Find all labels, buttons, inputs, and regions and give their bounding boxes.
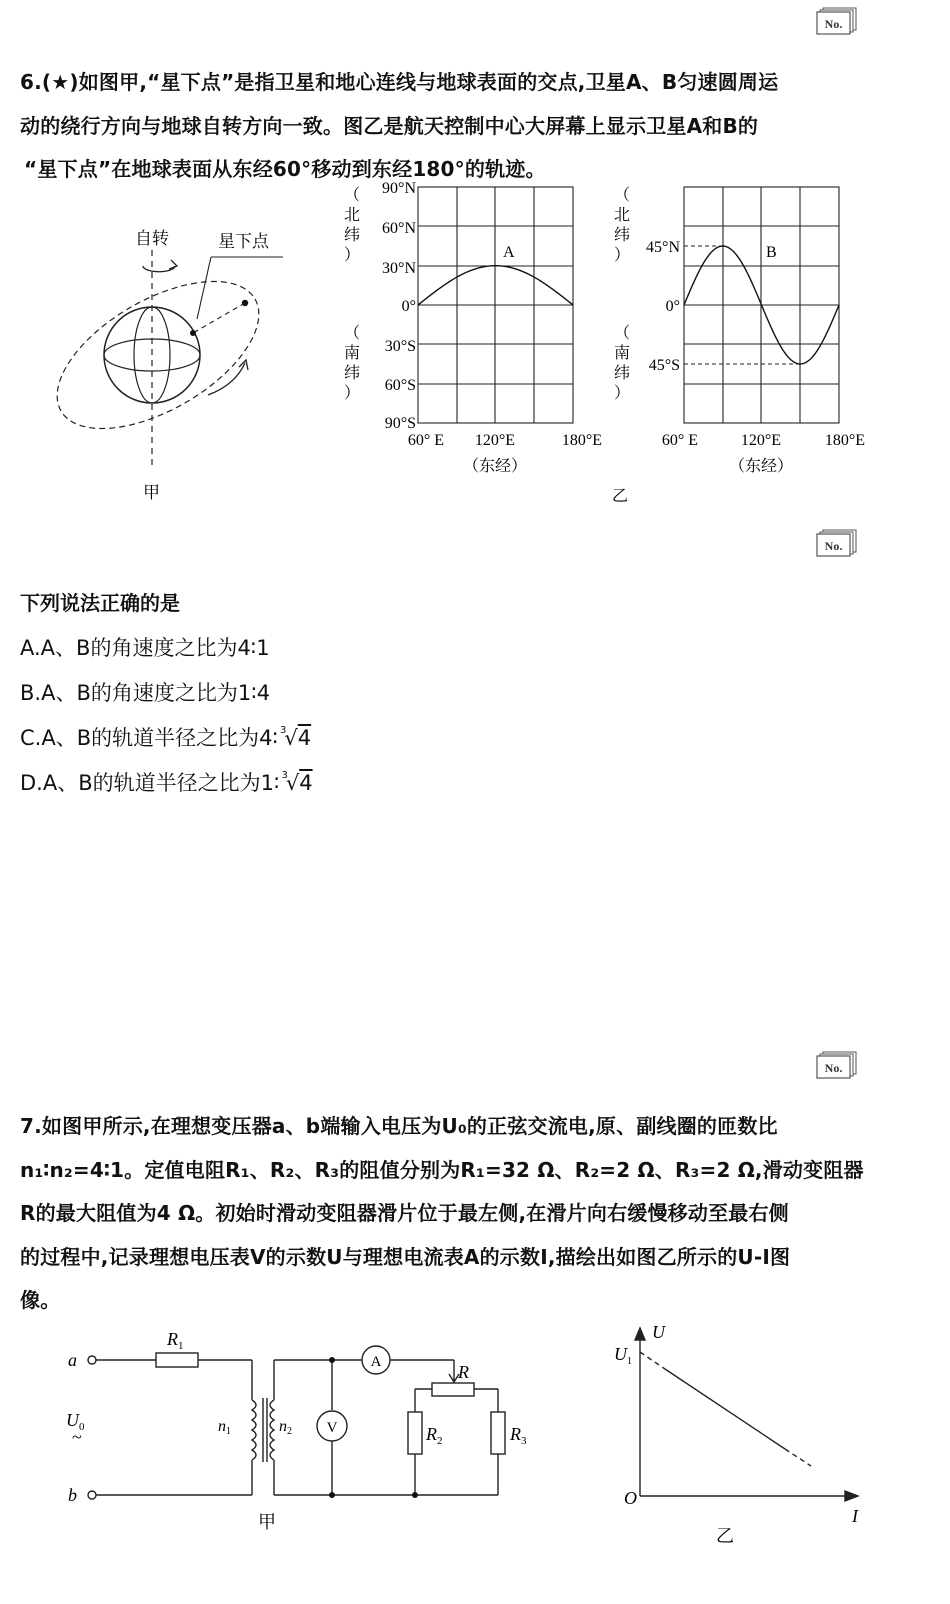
svg-text:a: a	[68, 1350, 77, 1370]
svg-text:（: （	[613, 325, 631, 342]
svg-text:U0: $U_0$	[66, 1410, 85, 1433]
chart-b-xtick: 120°E	[740, 432, 782, 449]
svg-text:n2: n2	[279, 1418, 292, 1437]
svg-text:乙: 乙	[716, 1526, 734, 1547]
svg-text:纬: 纬	[343, 227, 361, 244]
svg-text:）: ）	[343, 247, 361, 264]
chart-b-ground-track	[600, 180, 890, 510]
chart-a-ytick: 90°S	[384, 415, 416, 432]
svg-text:I: I	[852, 1506, 858, 1526]
orbit-direction-arrow-icon	[208, 363, 245, 395]
svg-text:）: ）	[613, 385, 631, 402]
chart-a-ytick: 60°N	[382, 220, 416, 237]
q6-stem-line-1: 6.(★)如图甲,“星下点”是指卫星和地心连线与地球表面的交点,卫星A、B匀速圆周运	[20, 70, 779, 94]
no-badge-icon	[815, 6, 859, 36]
option-letter: D.	[20, 771, 43, 795]
resistor-r2-icon	[408, 1412, 422, 1454]
rheostat-r-icon	[432, 1383, 474, 1396]
figure-yi-ui-graph	[610, 1318, 880, 1558]
chart-a-xtick: 60° E	[407, 432, 445, 449]
option-text: A、B的角速度之比为4∶1	[40, 636, 270, 660]
svg-text:）: ）	[613, 247, 631, 264]
q7-stem-line-5: 像。	[20, 1288, 61, 1312]
option-letter: B.	[20, 681, 42, 705]
figure-yi-caption: 乙	[611, 486, 629, 505]
q6-stem-line-3: “星下点”在地球表面从东经60°移动到东经180°的轨迹。	[24, 157, 546, 181]
svg-text:R1: $R_1$	[167, 1329, 184, 1352]
option-text: A、B的轨道半径之比为1∶	[42, 771, 280, 795]
svg-text:纬: 纬	[613, 227, 631, 244]
svg-text:星下点: 星下点	[218, 232, 269, 252]
option-letter: A.	[20, 636, 41, 660]
option-b[interactable]	[20, 677, 270, 707]
svg-text:R2: $R_2$	[426, 1424, 443, 1447]
svg-text:北: 北	[343, 207, 361, 224]
svg-text:（: （	[613, 187, 631, 204]
chart-a-xlabel: （东经）	[462, 456, 528, 475]
resistor-r1-icon	[156, 1353, 198, 1367]
primary-coil-icon	[252, 1400, 256, 1460]
chart-a-curve-label: A	[503, 244, 515, 261]
chart-b-curve-label: B	[766, 244, 777, 261]
sub-satellite-point-icon	[190, 330, 196, 336]
svg-text:R3: $R_3$	[510, 1424, 527, 1447]
figure-jia-circuit	[60, 1320, 527, 1540]
svg-text:No.: No.	[824, 17, 843, 31]
svg-text:n1: n1	[218, 1418, 231, 1437]
chart-a-ytick: 30°N	[382, 260, 416, 277]
svg-text:纬: 纬	[613, 365, 631, 382]
secondary-coil-icon	[270, 1400, 274, 1460]
q6-stem-line-2: 动的绕行方向与地球自转方向一致。图乙是航天控制中心大屏幕上显示卫星A和B的	[20, 114, 759, 138]
svg-text:~: ~	[72, 1427, 82, 1447]
figure-jia-earth-orbit	[40, 215, 300, 515]
no-badge-icon	[815, 1050, 859, 1080]
chart-a-xtick: 120°E	[474, 432, 516, 449]
svg-text:U: U	[652, 1322, 665, 1342]
cube-root: $^3$√4	[279, 725, 312, 750]
chart-a-ytick: 0°	[401, 298, 416, 315]
svg-text:南: 南	[613, 345, 631, 362]
q6-prompt: 下列说法正确的是	[20, 591, 180, 615]
q7-stem-line-3: R的最大阻值为4 Ω。初始时滑动变阻器滑片位于最左侧,在滑片向右缓慢移动至最右侧	[20, 1201, 789, 1225]
q7-stem-line-1: 7.如图甲所示,在理想变压器a、b端输入电压为U₀的正弦交流电,原、副线圈的匝数比	[20, 1114, 778, 1138]
chart-b-ytick: 45°N	[646, 239, 680, 256]
svg-text:V: V	[326, 1420, 338, 1436]
chart-b-ytick: 0°	[665, 298, 680, 315]
option-text: A、B的角速度之比为1∶4	[41, 681, 271, 705]
svg-text:）: ）	[343, 385, 361, 402]
chart-b-ytick: 45°S	[648, 357, 680, 374]
option-a[interactable]	[20, 632, 270, 662]
svg-text:自转: 自转	[135, 229, 169, 249]
svg-text:甲: 甲	[143, 483, 160, 503]
option-c[interactable]	[20, 722, 311, 752]
q7-stem-line-2: n₁∶n₂=4∶1。定值电阻R₁、R₂、R₃的阻值分别为R₁=32 Ω、R₂=2 Ω、R₃=2 Ω,滑动变阻器	[20, 1158, 864, 1182]
no-badge-icon	[815, 528, 859, 558]
chart-b-xlabel: （东经）	[728, 456, 794, 475]
svg-text:A: A	[370, 1354, 382, 1370]
chart-a-ground-track	[330, 180, 620, 480]
svg-text:北: 北	[613, 207, 631, 224]
chart-a-ytick: 90°N	[382, 180, 416, 197]
chart-a-xtick: 180°E	[561, 432, 603, 449]
chart-a-ytick: 60°S	[384, 377, 416, 394]
svg-text:b: b	[68, 1485, 77, 1505]
svg-text:U1: $U_1$	[614, 1344, 632, 1367]
svg-text:No.: No.	[824, 1061, 843, 1075]
svg-text:O: O	[624, 1488, 637, 1508]
option-letter: C.	[20, 726, 42, 750]
svg-text:R: R	[458, 1362, 469, 1382]
svg-text:（: （	[343, 325, 361, 342]
option-d[interactable]	[20, 767, 313, 797]
resistor-r3-icon	[491, 1412, 505, 1454]
svg-text:甲: 甲	[258, 1512, 276, 1533]
cube-root: $^3$√4	[281, 770, 313, 795]
option-text: A、B的轨道半径之比为4∶	[41, 726, 278, 750]
chart-b-xtick: 180°E	[824, 432, 866, 449]
chart-b-xtick: 60° E	[661, 432, 699, 449]
orbit-path	[34, 251, 283, 458]
svg-text:No.: No.	[824, 539, 843, 553]
svg-text:南: 南	[343, 345, 361, 362]
svg-text:（: （	[343, 187, 361, 204]
q7-stem-line-4: 的过程中,记录理想电压表V的示数U与理想电流表A的示数I,描绘出如图乙所示的U-I图	[20, 1245, 791, 1269]
chart-a-ytick: 30°S	[384, 338, 416, 355]
svg-text:纬: 纬	[343, 365, 361, 382]
